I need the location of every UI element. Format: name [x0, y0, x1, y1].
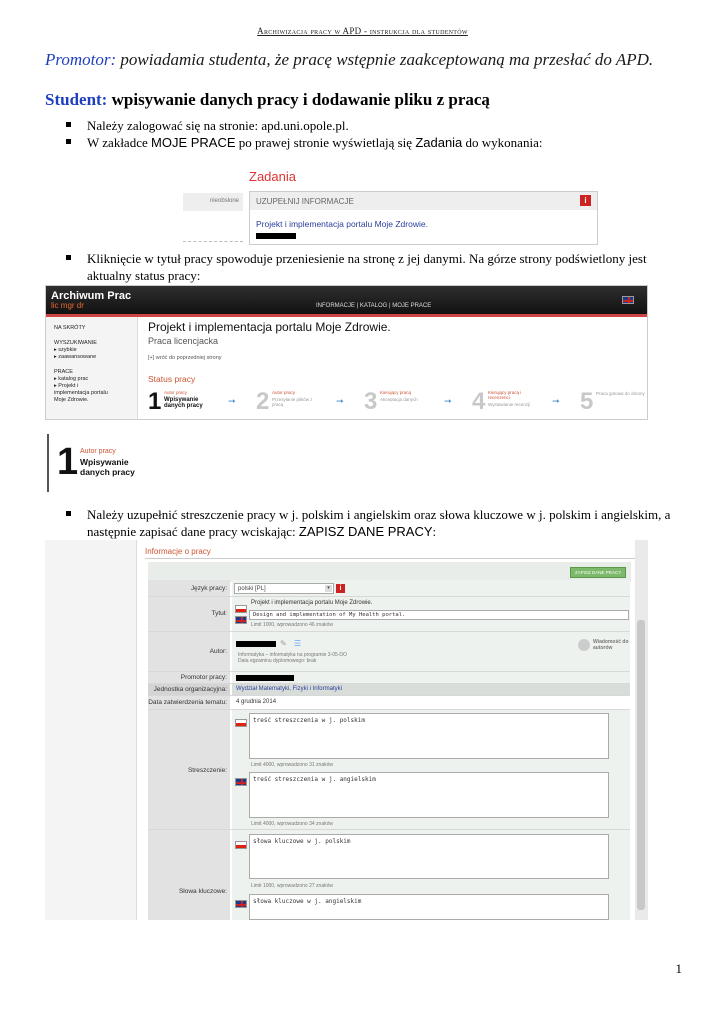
apd-nav[interactable]: INFORMACJE | KATALOG | MOJE PRACE [316, 303, 432, 309]
status-step-label: Wystawianie recenzji [488, 402, 530, 407]
status-step-label: Akceptacja danych [380, 397, 418, 402]
row-title: Tytuł: Projekt i implementacja portalu Moje Zdrowie. Design and implementation of My Health portal. Limit 1000, wprowadzono 46 znaków [148, 597, 630, 632]
row-unit: Jednostka organizacyjna: Wydział Matematyki, Fizyki i Informatyki [148, 684, 630, 696]
pl-flag-icon [235, 841, 247, 849]
edit-icon[interactable]: ✎ [280, 639, 287, 648]
status-step-1 [148, 390, 248, 420]
form-title: Informacje o pracy [145, 547, 211, 556]
bullet-save: Należy uzupełnić streszczenie pracy w j. polskim i angielskim oraz słowa kluczowe w j. polskim i angielskim, a następnie zapisać dane pracy wciskając: ZAPISZ DANE PRACY: [87, 506, 687, 540]
status-steps [148, 390, 648, 420]
row-date: Data zatwierdzenia tematu: 4 grudnia 2014 [148, 696, 630, 710]
message-icon[interactable] [578, 639, 590, 651]
row-author: Autor: ✎ ☰ Informatyka – informatyka na programie 3-05-DO Data egzaminu dyplomowego: brak Wiadomość do autorów [148, 632, 630, 672]
keywords-en-input[interactable]: słowa kluczowe w j. angielskim [249, 894, 609, 920]
apd-screenshot [45, 285, 648, 420]
chevron-down-icon: ▾ [325, 585, 332, 592]
zadania-box [249, 191, 598, 245]
student-heading [45, 90, 490, 110]
page-number: 1 [675, 961, 682, 976]
en-flag-icon[interactable] [622, 296, 634, 304]
keywords-pl-input[interactable]: słowa kluczowe w j. polskim [249, 834, 609, 879]
step1-role: Autor pracy [80, 448, 116, 455]
bullet-status: Kliknięcie w tytuł pracy spowoduje przeniesienie na stronę z jej danymi. Na górze strony podświetlony jest aktualny status pracy: [87, 250, 687, 284]
arrow-right-icon: ➞ [228, 396, 236, 406]
user-icon[interactable]: ☰ [294, 639, 302, 648]
status-step-role: Kierujący pracą [380, 390, 412, 395]
title-en-input[interactable]: Design and implementation of My Health portal. [249, 610, 629, 620]
abstract-pl-input[interactable]: treść streszczenia w j. polskim [249, 713, 609, 759]
zadania-title: Zadania [249, 169, 296, 184]
redacted-name [256, 233, 296, 239]
bullet-login: Należy zalogować się na stronie: apd.uni.opole.pl. [87, 117, 687, 134]
status-step-3 [364, 390, 464, 420]
apd-back-link[interactable]: [+] wróć do poprzedniej strony [148, 355, 222, 361]
status-step-number: 3 [364, 388, 378, 415]
bullet-moje-prace: W zakładce MOJE PRACE po prawej stronie wyświetlają się Zadania do wykonania: [87, 134, 687, 151]
zadania-screenshot [183, 165, 598, 247]
title-pl: Projekt i implementacja portalu Moje Zdrowie. [251, 600, 373, 606]
info-icon[interactable]: i [336, 584, 345, 593]
promotor-label: Promotor: [45, 50, 117, 69]
student-text: wpisywanie danych pracy i dodawanie pliku z pracą [107, 90, 490, 109]
status-step-4 [472, 390, 572, 420]
status-step-label: Praca gotowa do obrony [596, 391, 645, 396]
status-step-role: Autor pracy [164, 390, 188, 395]
row-keywords: Słowa kluczowe: słowa kluczowe w j. polskim Limit 1000, wprowadzono 27 znaków słowa kluczowe w j. angielskim [148, 830, 630, 920]
zadania-task-link[interactable]: Projekt i implementacja portalu Moje Zdrowie. [256, 219, 428, 229]
apd-sidebar: NA SKRÓTY WYSZUKIWANIE ▸ szybkie ▸ zaawansowane PRACE ▸ katalog prac ▸ Projekt i implementacja portalu Moje Zdrowie. [46, 317, 138, 420]
promotor-heading [45, 50, 653, 70]
save-button[interactable]: ZAPISZ DANE PRACY [570, 567, 626, 578]
status-step-2 [256, 390, 356, 420]
apd-thesis-title: Projekt i implementacja portalu Moje Zdrowie. [148, 320, 391, 334]
status-step-number: 2 [256, 388, 270, 415]
apd-user: lic mgr dr [51, 301, 84, 310]
status-step-number: 5 [580, 388, 594, 415]
arrow-right-icon: ➞ [336, 396, 344, 406]
status-step-number: 4 [472, 388, 486, 415]
zadania-side: nieobsłone [183, 193, 243, 211]
redacted-author [236, 641, 276, 647]
scrollbar[interactable] [637, 620, 645, 910]
arrow-right-icon: ➞ [552, 396, 560, 406]
redacted-supervisor [236, 675, 294, 681]
row-abstract: Streszczenie: treść streszczenia w j. polskim Limit 4000, wprowadzono 31 znaków treść streszczenia w j. angielskim Limit 4000, wprowadzono 34 znaków [148, 710, 630, 830]
status-step-5 [580, 390, 648, 420]
en-flag-icon [235, 900, 247, 908]
status-step-label: Przesyłanie plików z pracą [272, 397, 313, 407]
apd-topbar [46, 286, 648, 314]
student-label: Student: [45, 90, 108, 109]
apd-status-title: Status pracy [148, 374, 196, 384]
step1-label: Wpisywanie danych pracy [80, 457, 135, 477]
row-language: Język pracy: polski [PL] ▾ i [148, 580, 630, 597]
running-header: Archiwizacja pracy w APD - instrukcja dla studentów [257, 26, 468, 36]
info-icon[interactable]: i [580, 195, 591, 206]
abstract-en-input[interactable]: treść streszczenia w j. angielskim [249, 772, 609, 818]
arrow-right-icon: ➞ [444, 396, 452, 406]
status-step-role: Autor pracy [272, 390, 296, 395]
en-flag-icon [235, 778, 247, 786]
en-flag-icon [235, 616, 247, 624]
step1-number: 1 [57, 441, 79, 483]
status-step-role: Kierujący pracą i recenzenci [488, 390, 522, 400]
status-step-label: Wpisywanie danych pracy [164, 397, 203, 409]
step1-closeup [45, 434, 185, 492]
status-step-number: 1 [148, 388, 162, 415]
language-select[interactable]: polski [PL] ▾ [234, 583, 334, 594]
pl-flag-icon [235, 719, 247, 727]
zadania-box-header: UZUPEŁNIJ INFORMACJE [256, 197, 354, 206]
apd-thesis-type: Praca licencjacka [148, 336, 219, 346]
row-supervisor: Promotor pracy: [148, 672, 630, 684]
apd-logo[interactable]: Archiwum Prac [51, 290, 132, 302]
promotor-text: powiadamia studenta, że pracę wstępnie zaakceptowaną ma przesłać do APD. [116, 50, 654, 69]
